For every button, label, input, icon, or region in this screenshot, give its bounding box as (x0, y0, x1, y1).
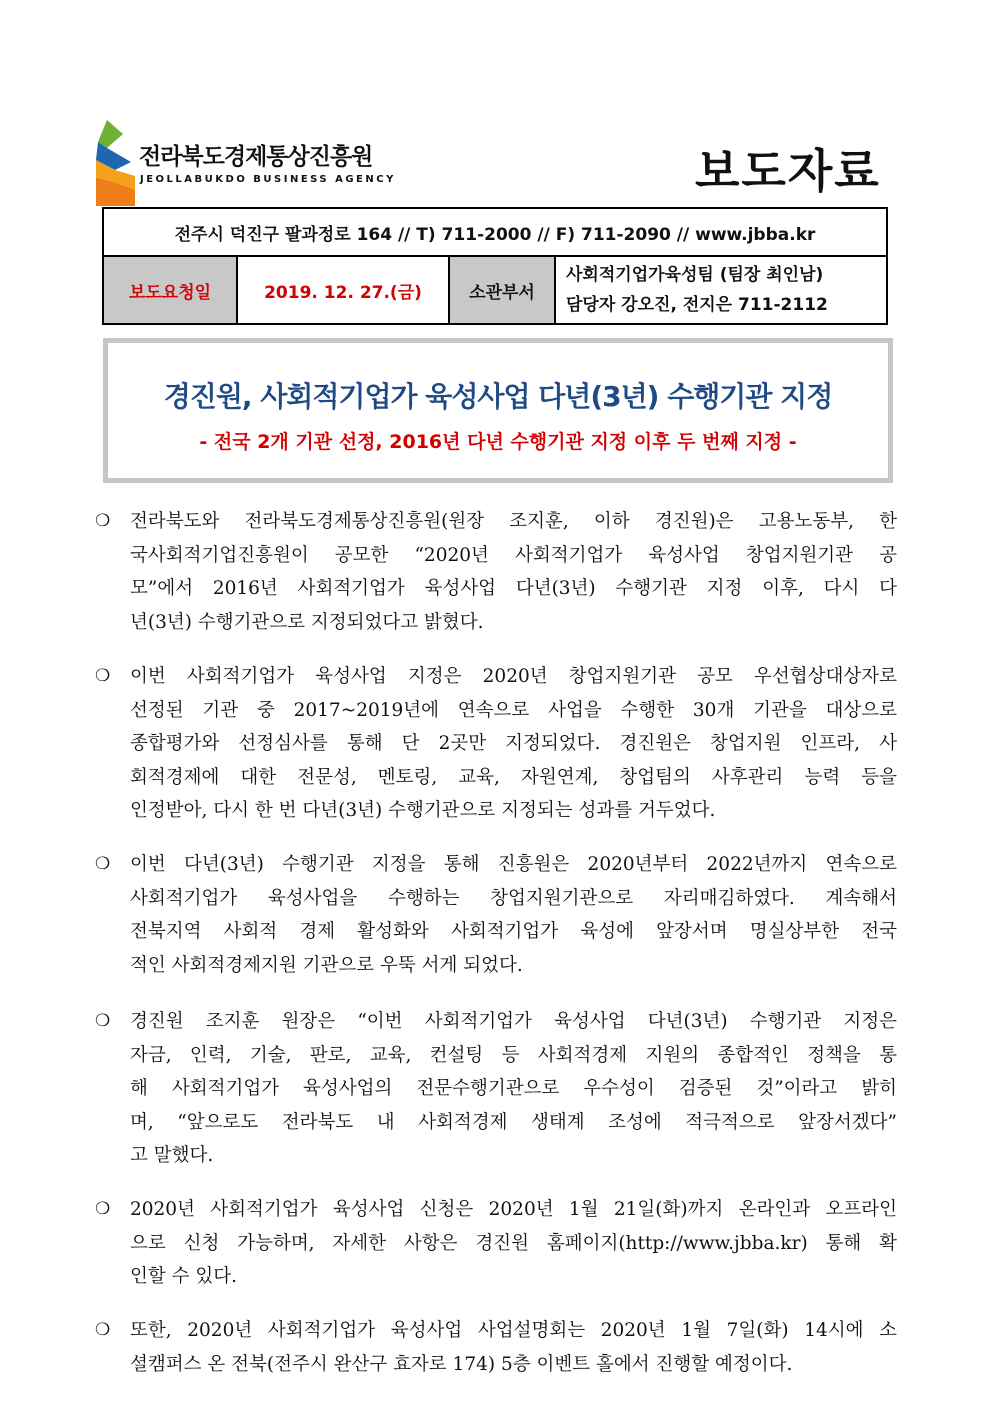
paragraph-line: 경진원 조지훈 원장은 “이번 사회적기업가 육성사업 다년(3년) 수행기관 지정은 (130, 1011, 897, 1032)
department-info (555, 256, 887, 324)
paragraph-line: 모”에서 2016년 사회적기업가 육성사업 다년(3년) 수행기관 지정 이후, 다시 다 (130, 578, 897, 599)
paragraph (95, 1314, 897, 1381)
paragraph-line: 적인 사회적경제지원 기관으로 우뚝 서게 되었다. (130, 954, 523, 976)
headline-box (103, 338, 893, 483)
contact-address: 전주시 덕진구 팔과정로 164 // T) 711-2000 // F) 711-2090 // www.jbba.kr (103, 208, 887, 256)
paragraph-line: 자금, 인력, 기술, 판로, 교육, 컨설팅 등 사회적경제 지원의 종합적인 정책을 통 (130, 1044, 897, 1066)
paragraph-line: 또한, 2020년 사회적기업가 육성사업 사업설명회는 2020년 1월 7일(화) 14시에 소 (130, 1320, 897, 1341)
department-contact: 담당자 강오진, 전지은 711-2112 (566, 295, 828, 315)
paragraph (95, 1193, 897, 1294)
department-team: 사회적기업가육성팀 (팀장 최인남) (566, 265, 824, 285)
org-name-en: JEOLLABUKDO BUSINESS AGENCY (140, 174, 396, 185)
bullet-icon: ❍ (95, 1011, 111, 1031)
agency-logo (93, 120, 396, 206)
org-name: 전라북도경제통상진흥원 (139, 144, 373, 170)
paragraph-line: 국사회적기업진흥원이 공모한 “2020년 사회적기업가 육성사업 창업지원기관 공 (130, 544, 897, 566)
paragraph (95, 505, 897, 639)
request-date-label: 보도요청일 (103, 256, 237, 324)
bullet-icon: ❍ (95, 1320, 111, 1340)
paragraph (95, 660, 897, 828)
paragraph-line: 종합평가와 선정심사를 통해 단 2곳만 지정되었다. 경진원은 창업지원 인프라, 사 (130, 733, 897, 754)
paragraph-line: 선정된 기관 중 2017~2019년에 연속으로 사업을 수행한 30개 기관을 대상으로 (130, 699, 897, 721)
paragraph-line: 회적경제에 대한 전문성, 멘토링, 교육, 자원연계, 창업팀의 사후관리 능력 등을 (130, 766, 897, 788)
agency-logo-icon (93, 120, 137, 206)
info-table (102, 207, 888, 325)
paragraph-line: 으로 신청 가능하며, 자세한 사항은 경진원 홈페이지(http://www.jbba.kr) 통해 확 (130, 1232, 897, 1254)
paragraph-line: 년(3년) 수행기관으로 지정되었다고 밝혔다. (130, 611, 484, 633)
paragraph-line: 2020년 사회적기업가 육성사업 신청은 2020년 1월 21일(화)까지 온라인과 오프라인 (130, 1199, 897, 1220)
bullet-icon: ❍ (95, 511, 111, 531)
paragraph-line: 사회적기업가 육성사업을 수행하는 창업지원기관으로 자리매김하였다. 계속해서 (130, 887, 897, 909)
bullet-icon: ❍ (95, 666, 111, 686)
paragraph-line: 전북지역 사회적 경제 활성화와 사회적기업가 육성에 앞장서며 명실상부한 전국 (130, 921, 897, 942)
document-type: 보도자료 (695, 144, 881, 198)
paragraph (95, 848, 897, 982)
paragraph-line: 며, “앞으로도 전라북도 내 사회적경제 생태계 조성에 적극적으로 앞장서겠다” (130, 1111, 897, 1133)
paragraph-line: 해 사회적기업가 육성사업의 전문수행기관으로 우수성이 검증된 것”이라고 밝히 (130, 1078, 897, 1099)
department-label: 소관부서 (449, 256, 555, 324)
paragraph (95, 1005, 897, 1173)
paragraph-line: 고 말했다. (130, 1145, 214, 1166)
request-date: 2019. 12. 27.(금) (237, 256, 449, 324)
headline-title: 경진원, 사회적기업가 육성사업 다년(3년) 수행기관 지정 (163, 380, 833, 413)
paragraph-line: 인정받아, 다시 한 번 다년(3년) 수행기관으로 지정되는 성과를 거두었다. (130, 800, 716, 821)
paragraph-line: 이번 다년(3년) 수행기관 지정을 통해 진흥원은 2020년부터 2022년까지 연속으로 (130, 854, 897, 875)
bullet-icon: ❍ (95, 854, 111, 874)
bullet-icon: ❍ (95, 1199, 111, 1219)
paragraph-line: 이번 사회적기업가 육성사업 지정은 2020년 창업지원기관 공모 우선협상대상자로 (130, 666, 897, 687)
paragraph-line: 전라북도와 전라북도경제통상진흥원(원장 조지훈, 이하 경진원)은 고용노동부, 한 (130, 511, 897, 532)
paragraph-line: 인할 수 있다. (130, 1266, 237, 1287)
paragraph-line: 셜캠퍼스 온 전북(전주시 완산구 효자로 174) 5층 이벤트 홀에서 진행할 예정이다. (130, 1353, 793, 1375)
headline-subtitle: - 전국 2개 기관 선정, 2016년 다년 수행기관 지정 이후 두 번째 지정 - (199, 431, 797, 453)
